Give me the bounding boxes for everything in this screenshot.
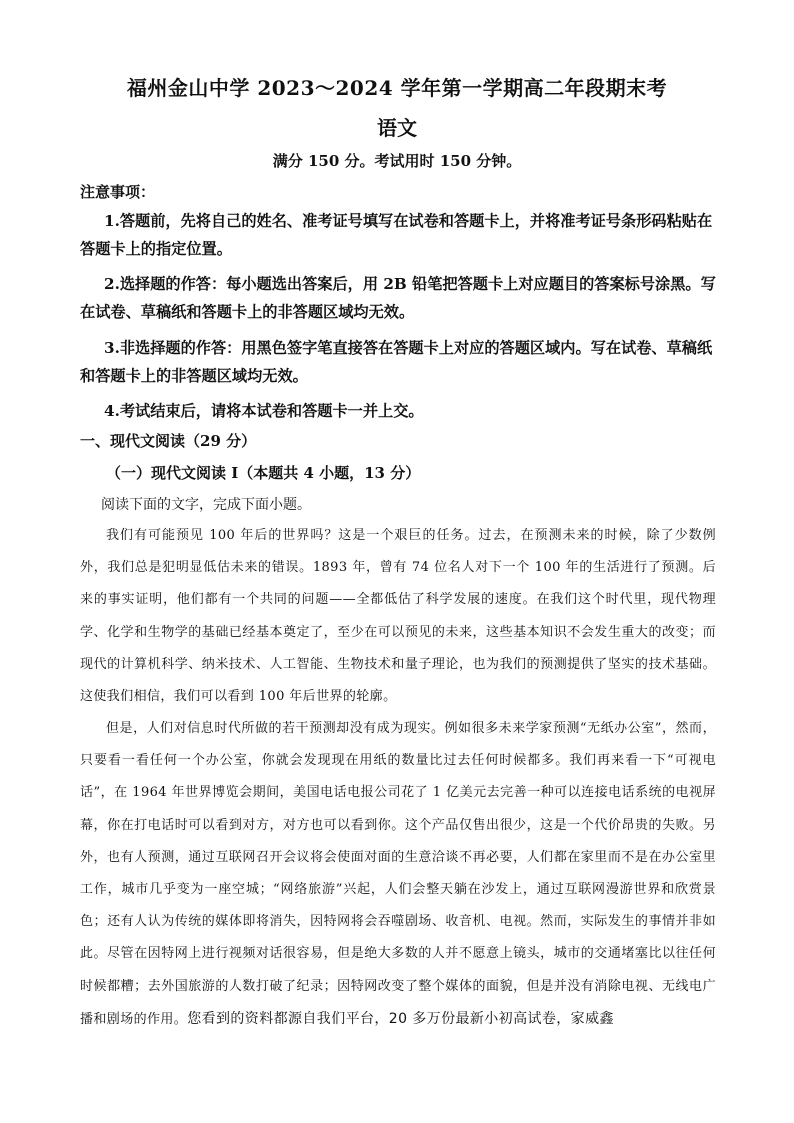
passage-paragraph-2 xyxy=(80,713,716,1036)
subject-title: 语文 xyxy=(377,116,417,140)
sub-section-heading: （一）现代文阅读 I（本题共 4 小题，13 分） xyxy=(106,464,421,482)
reading-instruction: 阅读下面的文字，完成下面小题。 xyxy=(101,497,311,513)
score-time-line: 满分 150 分。考试用时 150 分钟。 xyxy=(272,152,522,170)
section-heading: 一、现代文阅读（29 分） xyxy=(80,432,257,450)
notice-item-2: 2.选择题的作答：每小题选出答案后，用 2B 铅笔把答题卡上对应题目的答案标号涂黑。写在试卷、草稿纸和答题卡上的非答题区域均无效。 xyxy=(80,275,716,321)
source-notice-text: 您看到的资料都源自我们平台，20 多万份最新小初高试卷，家威鑫 xyxy=(187,1010,614,1027)
notice-item-4: 4.考试结束后，请将本试卷和答题卡一并上交。 xyxy=(104,402,424,420)
notice-heading: 注意事项： xyxy=(80,183,156,201)
exam-title: 福州金山中学 2023～2024 学年第一学期高二年段期末考 xyxy=(126,76,668,100)
notice-item-3: 3.非选择题的作答：用黑色签字笔直接答在答题卡上对应的答题区域内。写在试卷、草稿纸和答题卡上的非答题区域均无效。 xyxy=(80,339,713,385)
passage-paragraph-1: 我们有可能预见 100 年后的世界吗？这是一个艰巨的任务。过去，在预测未来的时候，除了少数例外，我们总是犯明显低估未来的错误。1893 年，曾有 74 位名人对下一个 100 年的生活进行了预测。后来的事实证明，他们都有一个共同的问题——全都低估了科学发展的速度。在我们这个时代里，现代物理学、化学和生物学的基础已经基本奠定了，至少在可以预见的未来，这些基本知识不会发生重大的改变；而现代的计算机科学、纳米技术、人工智能、生物技术和量子理论，也为我们的预测提供了坚实的技术基础。这使我们相信，我们可以看到 100 年后世界的轮廓。 xyxy=(80,528,716,705)
notice-item-1: 1.答题前，先将自己的姓名、准考证号填写在试卷和答题卡上，并将准考证号条形码粘贴在答题卡上的指定位置。 xyxy=(80,212,713,258)
passage-paragraph-2-text: 但是，人们对信息时代所做的若干预测却没有成为现实。例如很多未来学家预测“无纸办公室”，然而，只要看一看任何一个办公室，你就会发现现在用纸的数量比过去任何时候都多。我们再来看一下“可视电话”，在 1964 年世界博览会期间，美国电话电报公司花了 1 亿美元去完善一种可以连接电话系统的电视屏幕，你在打电话时可以看到对方，对方也可以看到你。这个产品仅售出很少，这是一个代价昂贵的失败。另外，也有人预测，通过互联网召开会议将会使面对面的生意洽谈不再必要，人们都在家里而不是在办公室里工作，城市几乎变为一座空城；“网络旅游”兴起，人们会整天躺在沙发上，通过互联网漫游世界和欣赏景色；还有人认为传统的媒体即将消失，因特网将会吞噬剧场、收音机、电视。然而，实际发生的事情并非如此。尽管在因特网上进行视频对话很容易，但是绝大多数的人并不愿意上镜头，城市的交通堵塞比以往任何时候都糟；去外国旅游的人数打破了纪录；因特网改变了整个媒体的面貌，但是并没有消除电视、无线电广播和剧场的作用。 xyxy=(80,721,716,1027)
